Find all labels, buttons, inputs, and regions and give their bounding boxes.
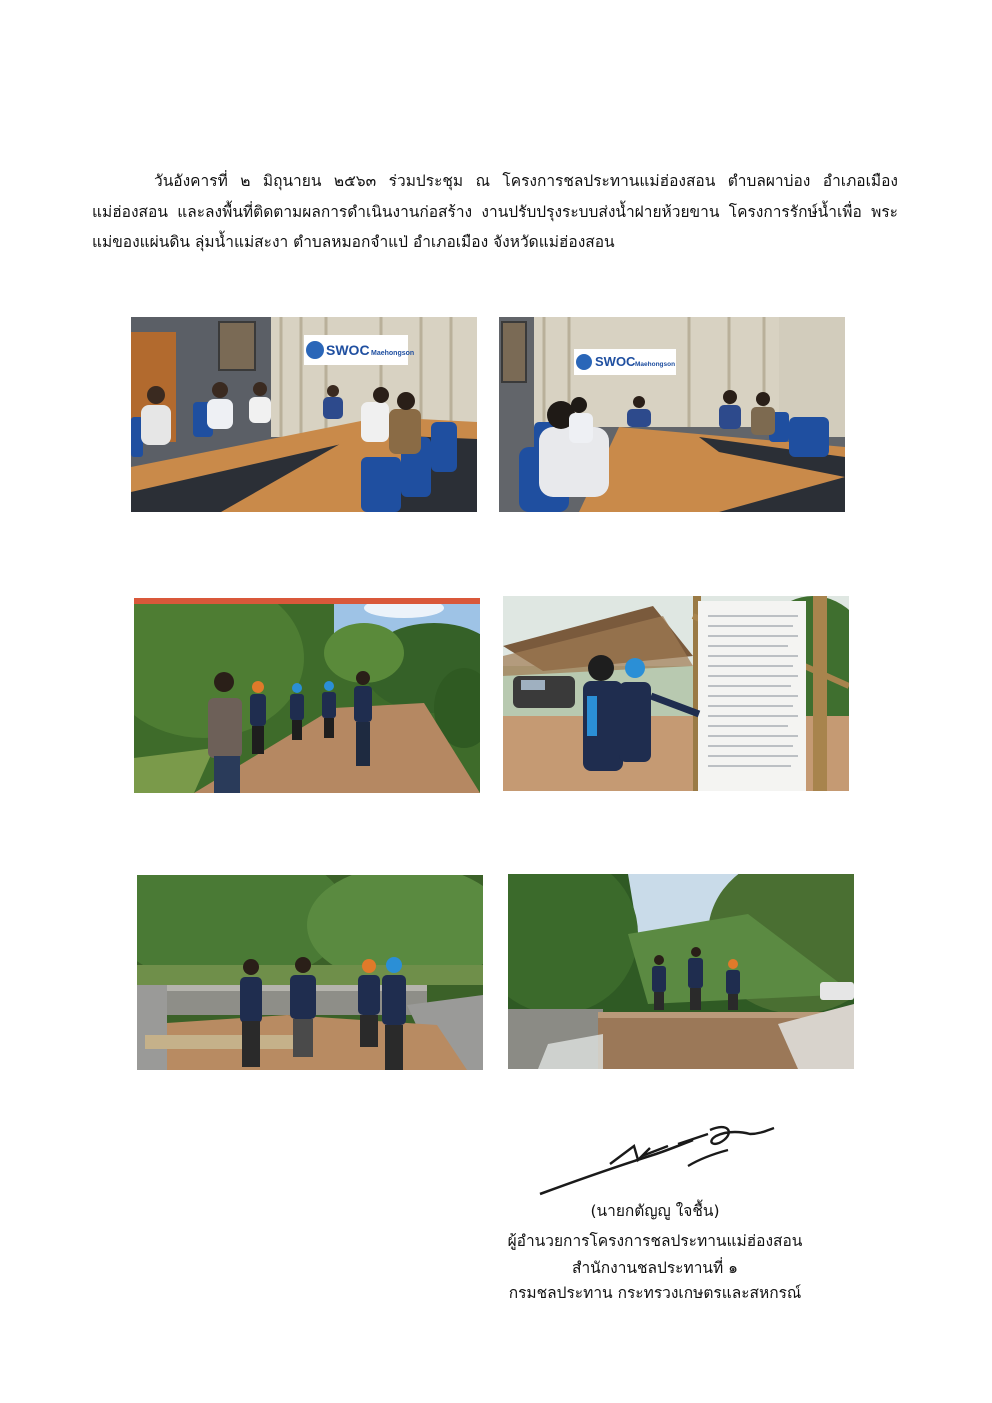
report-paragraph bbox=[92, 166, 898, 258]
site-visit-photo-road bbox=[134, 598, 480, 793]
signer-office: สำนักงานชลประทานที่ ๑ bbox=[571, 1259, 739, 1277]
paragraph-line-1: วันอังคารที่ ๒ มิถุนายน ๒๕๖๓ ร่วมประชุม ณ โครงการชลประทานแม่ฮ่องสอน ตำบลผาบ่อง อำเภอเมือง bbox=[154, 172, 898, 190]
site-visit-photo-weir bbox=[137, 875, 483, 1070]
swoc-banner-title-2: SWOC bbox=[595, 354, 636, 369]
swoc-banner-title: SWOC bbox=[326, 342, 370, 358]
swoc-banner-subtitle: Maehongson bbox=[371, 350, 415, 357]
meeting-photo-2 bbox=[499, 317, 845, 512]
site-visit-photo-valley bbox=[508, 874, 854, 1069]
handwritten-signature bbox=[538, 1120, 778, 1198]
signer-position: ผู้อำนวยการโครงการชลประทานแม่ฮ่องสอน bbox=[507, 1232, 803, 1250]
paragraph-line-3: พระแม่ของแผ่นดิน ลุ่มน้ำแม่สะงา ตำบลหมอกจำแป่ อำเภอเมือง จังหวัดแม่ฮ่องสอน bbox=[92, 202, 898, 251]
meeting-photo-1 bbox=[131, 317, 477, 512]
swoc-banner-subtitle-2: Maehongson bbox=[635, 361, 676, 368]
site-visit-photo-board bbox=[503, 596, 849, 791]
paragraph-line-2: แม่ฮ่องสอน และลงพื้นที่ติดตามผลการดำเนินงานก่อสร้าง งานปรับปรุงระบบส่งน้ำฝายห้วยขาน โครงการรักษ์น้ำเพื่อ bbox=[92, 202, 862, 221]
signer-department: กรมชลประทาน กระทรวงเกษตรและสหกรณ์ bbox=[508, 1284, 802, 1302]
signer-name: (นายกตัญญู ใจชื้น) bbox=[590, 1202, 720, 1220]
